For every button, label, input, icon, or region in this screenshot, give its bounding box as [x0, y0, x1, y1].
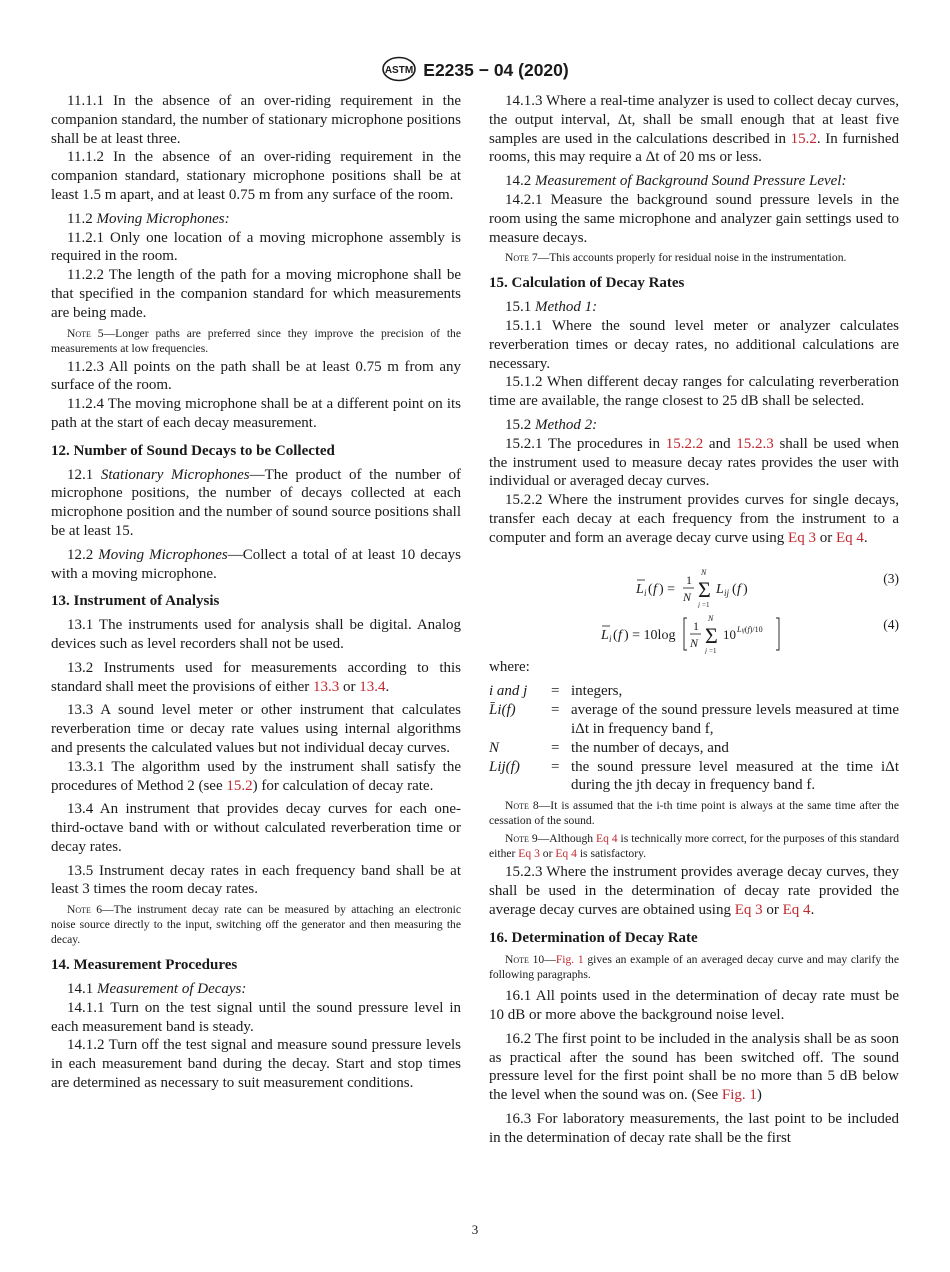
- paragraph: 13.1 The instruments used for analysis shall be digital. Analog devices such as level recorders shall not be used.: [51, 617, 461, 652]
- paragraph: 15.1.2 When different decay ranges for calculating reverberation time are available, the range closest to 25 dB shall be selected.: [489, 374, 899, 410]
- svg-text:(: (: [613, 627, 618, 643]
- paragraph: 13.3 A sound level meter or other instrument that calculates reverberation time or decay rate values using internal algorithms and presents the calculated values but not individual decay curves.: [51, 702, 461, 756]
- svg-text:j: j: [698, 600, 700, 608]
- link-fig-1[interactable]: Fig. 1: [721, 1087, 757, 1104]
- svg-text:) =: ) =: [659, 581, 676, 597]
- svg-text:(: (: [648, 581, 653, 597]
- link-eq-4[interactable]: Eq 4: [555, 847, 577, 861]
- paragraph: 14.1 Measurement of Decays:: [67, 981, 247, 998]
- link-13-3[interactable]: 13.3: [313, 678, 340, 695]
- svg-text:N: N: [708, 613, 714, 623]
- svg-text:N: N: [683, 589, 692, 604]
- paragraph: 14.1.3 Where a real-time analyzer is used to collect decay curves, the output interval, Δt, shall be small enough that at least five samples are used in the calculations described in 15.2. In furnished rooms, this may require a Δt of 20 ms or less.: [489, 93, 899, 166]
- designation: E2235 − 04 (2020): [423, 60, 569, 80]
- svg-text:10: 10: [723, 626, 736, 642]
- svg-text:i: i: [644, 587, 647, 598]
- paragraph: 11.1.1 In the absence of an over-riding requirement in the companion standard, the number of stationary microphone positions shall be at least three.: [51, 93, 461, 147]
- equation-4-formula: [599, 614, 799, 654]
- paragraph: 11.2.4 The moving microphone shall be at a different point on its path at the start of each decay measurement.: [51, 396, 461, 431]
- note: Note 10—Fig. 1 gives an example of an averaged decay curve and may clarify the following paragraphs.: [489, 953, 900, 982]
- link-15-2[interactable]: 15.2: [790, 130, 817, 147]
- svg-text:L: L: [601, 627, 609, 643]
- page-number: 3: [471, 1222, 479, 1237]
- link-15-2[interactable]: 15.2: [226, 777, 253, 794]
- link-eq-3[interactable]: Eq 3: [518, 847, 540, 861]
- svg-text:=1: =1: [702, 600, 710, 608]
- svg-text:f: f: [618, 627, 622, 643]
- paragraph: 15.2.1 The procedures in 15.2.2 and 15.2.3 shall be used when the instrument used to measure decay rates provides the user with individual or averaged decay curves.: [489, 435, 899, 490]
- svg-text:f: f: [737, 581, 741, 597]
- svg-text:) = 10log: ) = 10log: [624, 627, 676, 643]
- paragraph: 15.1 Method 1:: [505, 299, 598, 316]
- link-13-4[interactable]: 13.4: [359, 678, 386, 695]
- link-15-2-3[interactable]: 15.2.3: [736, 435, 774, 452]
- svg-text:(: (: [732, 581, 737, 597]
- section-heading: 12. Number of Sound Decays to be Collected: [51, 442, 335, 459]
- equation-3: [489, 560, 899, 608]
- link-eq-4[interactable]: Eq 4: [835, 529, 864, 546]
- paragraph: 13.5 Instrument decay rates in each frequency band shall be at least 3 times the room decay rates.: [51, 862, 461, 898]
- note: Note 5—Longer paths are preferred since they improve the precision of the measurements at low frequencies.: [51, 326, 461, 355]
- paragraph: 14.1.1 Turn on the test signal until the sound pressure level in each measurement band is steady.: [51, 999, 461, 1035]
- paragraph: 14.2.1 Measure the background sound pressure levels in the room using the same microphone and analyzer gain settings used to measure decays.: [489, 191, 899, 246]
- note: Note 8—It is assumed that the i-th time point is always at the same time after the cessation of the sound.: [489, 799, 900, 828]
- paragraph: 12.2 Moving Microphones—Collect a total of at least 10 decays with a moving microphone.: [51, 546, 462, 582]
- equation-number: (3): [883, 570, 899, 586]
- page-header: [0, 56, 950, 82]
- link-eq-4[interactable]: Eq 4: [782, 901, 811, 918]
- svg-text:1: 1: [693, 618, 699, 633]
- svg-text:L: L: [716, 581, 724, 597]
- paragraph: 11.2 Moving Microphones:: [67, 210, 230, 227]
- equation-number: (4): [883, 616, 899, 632]
- section-heading: 13. Instrument of Analysis: [51, 593, 220, 610]
- note: Note 6—The instrument decay rate can be measured by attaching an electronic noise source directly to the input, switching off the generator and then measuring the decay.: [51, 903, 462, 947]
- paragraph: 11.2.3 All points on the path shall be at least 0.75 m from any surface of the room.: [51, 358, 461, 394]
- link-eq-3[interactable]: Eq 3: [734, 901, 763, 918]
- svg-text:): ): [743, 581, 748, 597]
- paragraph: 13.2 Instruments used for measurements according to this standard shall meet the provisions of either 13.3 or 13.4.: [51, 659, 461, 695]
- svg-text:=1: =1: [709, 646, 717, 654]
- where-label: where:: [489, 658, 530, 675]
- link-fig-1[interactable]: Fig. 1: [555, 953, 584, 967]
- section-heading: 14. Measurement Procedures: [51, 957, 238, 974]
- equation-4: [489, 606, 899, 654]
- paragraph: 15.2.3 Where the instrument provides average decay curves, they shall be used in the determination of decay rate provided the average decay curves are obtained using Eq 3 or Eq 4.: [489, 864, 899, 918]
- paragraph: 13.3.1 The algorithm used by the instrument shall satisfy the procedures of Method 2 (see 15.2) for calculation of decay rate.: [51, 758, 461, 794]
- paragraph: 11.2.1 Only one location of a moving microphone assembly is required in the room.: [51, 229, 461, 265]
- paragraph: 11.2.2 The length of the path for a moving microphone shall be that specified in the companion standard for which measurements are being made.: [51, 267, 461, 321]
- astm-logo-icon: [381, 56, 417, 82]
- definition-list: [489, 682, 899, 795]
- note: Note 7—This accounts properly for residual noise in the instrumentation.: [505, 251, 847, 265]
- link-15-2-2[interactable]: 15.2.2: [665, 435, 704, 452]
- paragraph: 16.3 For laboratory measurements, the last point to be included in the determination of decay rate shall be the first: [489, 1111, 899, 1146]
- paragraph: 12.1 Stationary Microphones—The product of the number of microphone positions, the number of decays collected at each microphone position and the number of sound source positions shall be at least 15.: [51, 466, 461, 539]
- paragraph: 14.2 Measurement of Background Sound Pressure Level:: [505, 173, 847, 190]
- svg-text:j: j: [705, 646, 707, 654]
- paragraph: 15.2.2 Where the instrument provides curves for single decays, transfer each decay at each frequency from the instrument to a computer and form an average decay curve using Eq 3 or Eq 4.: [489, 492, 899, 546]
- svg-text:ASTM: ASTM: [385, 65, 414, 76]
- paragraph: 11.1.2 In the absence of an over-riding requirement in the companion standard, stationary microphone positions shall be at least 1.5 m apart, and at least 0.75 m from any surface of the room.: [51, 149, 461, 203]
- note: Note 9—Although Eq 4 is technically more correct, for the purposes of this standard either Eq 3 or Eq 4 is satisfactory.: [489, 832, 899, 861]
- svg-text:Σ: Σ: [705, 622, 718, 648]
- right-column: [489, 92, 899, 1148]
- paragraph: 14.1.2 Turn off the test signal and measure sound pressure levels in each measurement band during the decay. Start and stop times are determined as necessary to suit measurement conditions.: [51, 1037, 461, 1092]
- svg-text:L: L: [636, 581, 644, 597]
- svg-text:Lij(f)/10: Lij(f)/10: [737, 624, 763, 634]
- left-column: [51, 92, 461, 1093]
- svg-text:N: N: [690, 635, 699, 650]
- svg-text:1: 1: [686, 572, 692, 587]
- section-heading: 15. Calculation of Decay Rates: [489, 275, 685, 292]
- link-eq-3[interactable]: Eq 3: [788, 529, 816, 546]
- svg-text:ij: ij: [724, 587, 730, 598]
- svg-text:Σ: Σ: [698, 576, 711, 602]
- definition-row: L̄i(f) = average of the sound pressure levels measured at time iΔt in frequency band f,: [489, 702, 899, 737]
- link-eq-4[interactable]: Eq 4: [595, 832, 618, 846]
- paragraph: 15.2 Method 2:: [505, 416, 598, 433]
- equation-3-formula: [634, 568, 774, 608]
- svg-text:N: N: [701, 567, 707, 577]
- paragraph: 16.2 The first point to be included in the analysis shall be as soon as practical after the sound has been switched off. The sound pressure level for the first point shall be no more than 5 dB below the level when the sound was on. (See Fig. 1): [489, 1030, 899, 1104]
- definition-row: N = the number of decays, and: [489, 739, 729, 756]
- paragraph: 16.1 All points used in the determination of decay rate must be 10 dB or more above the background noise level.: [489, 988, 899, 1024]
- paragraph: 15.1.1 Where the sound level meter or analyzer calculates reverberation times or decay rates, no additional calculations are necessary.: [489, 317, 899, 372]
- definition-row: i and j = integers,: [489, 683, 623, 700]
- section-heading: 16. Determination of Decay Rate: [489, 929, 698, 946]
- svg-text:i: i: [609, 633, 612, 644]
- svg-text:f: f: [653, 581, 657, 597]
- definition-row: Lij(f) = the sound pressure level measured at the time iΔt during the jth decay in frequency band f.: [489, 758, 899, 794]
- paragraph: 13.4 An instrument that provides decay curves for each one-third-octave band with or without calculated reverberation time or decay rates.: [51, 801, 461, 855]
